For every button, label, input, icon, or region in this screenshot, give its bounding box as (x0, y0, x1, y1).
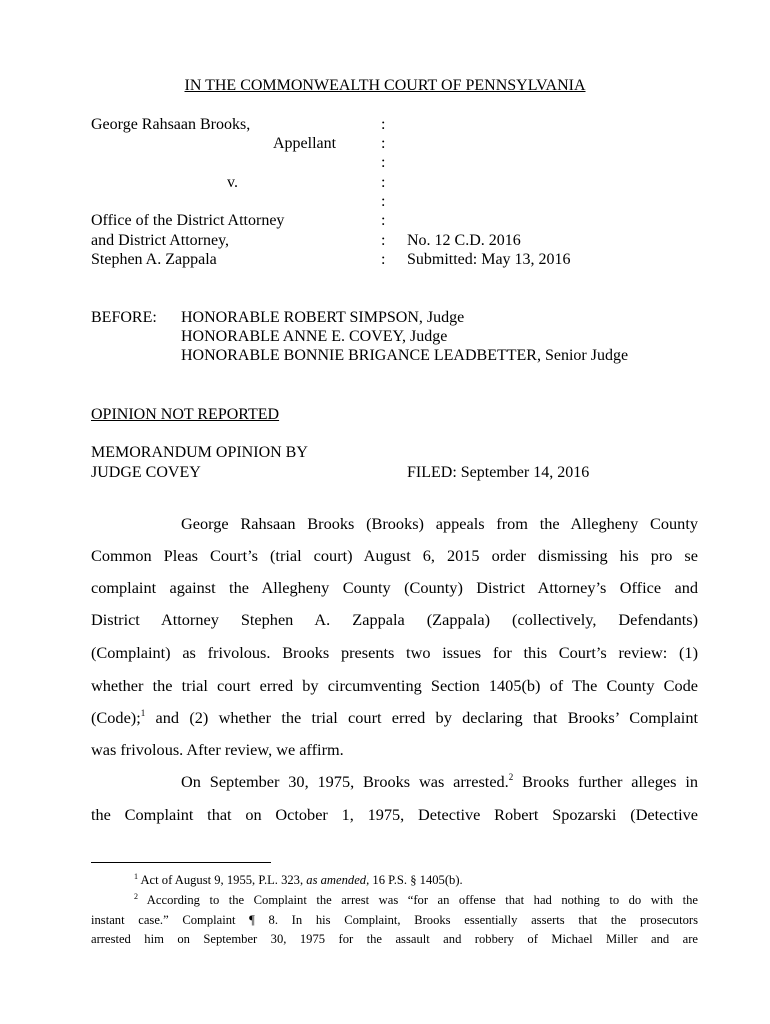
body-text: On September 30, 1975, Brooks was arrested. (181, 772, 509, 791)
appellee-line-2: and District Attorney, (91, 232, 230, 249)
body-line (181, 772, 698, 792)
footnote-number: 2 (134, 892, 138, 901)
body-line: whether the trial court erred by circumventing Section 1405(b) of The County Code (91, 676, 698, 695)
footnote-text: Act of August 9, 1955, P.L. 323, (138, 873, 307, 887)
caption-colon: : (381, 135, 386, 152)
body-line: was frivolous. After review, we affirm. (91, 740, 344, 759)
opinion-by-line-2: JUDGE COVEY (91, 464, 201, 481)
footnote-1 (134, 873, 534, 888)
versus: v. (227, 174, 238, 191)
appellant-role: Appellant (273, 135, 337, 152)
footnote-line: arrested him on September 30, 1975 for the assault and robbery of Michael Miller and are (91, 932, 698, 946)
caption-colon: : (381, 174, 386, 191)
footnote-number: 1 (134, 872, 138, 881)
footnote-ref: 1 (140, 708, 146, 718)
body-line: Common Pleas Court’s (trial court) August 6, 2015 order dismissing his pro se (91, 546, 698, 565)
opinion-by-line-1: MEMORANDUM OPINION BY (91, 444, 308, 461)
filed-date: FILED: September 14, 2016 (407, 464, 590, 481)
caption-colon: : (381, 232, 386, 249)
body-text: (Code); (91, 708, 141, 727)
footnote-ref: 2 (508, 772, 514, 782)
caption-colon: : (381, 154, 386, 171)
judge-name: HONORABLE ANNE E. COVEY, Judge (181, 328, 448, 345)
body-text: and (2) whether the trial court erred by declaring that Brooks’ Complaint (145, 708, 698, 727)
body-text: Brooks further alleges in (513, 772, 698, 791)
docket-number: No. 12 C.D. 2016 (407, 232, 521, 249)
footnote-line: instant case.” Complaint ¶ 8. In his Complaint, Brooks essentially asserts that the prosecutors (91, 913, 698, 927)
judge-name: HONORABLE BONNIE BRIGANCE LEADBETTER, Senior Judge (181, 347, 629, 364)
court-title: IN THE COMMONWEALTH COURT OF PENNSYLVANIA (184, 77, 586, 94)
judge-name: HONORABLE ROBERT SIMPSON, Judge (181, 309, 465, 326)
opinion-status: OPINION NOT REPORTED (91, 406, 280, 423)
body-line: the Complaint that on October 1, 1975, Detective Robert Spozarski (Detective (91, 805, 698, 824)
body-line: (Complaint) as frivolous. Brooks presents two issues for this Court’s review: (1) (91, 643, 698, 662)
before-label: BEFORE: (91, 309, 157, 326)
appellee-line-1: Office of the District Attorney (91, 212, 285, 229)
caption-colon: : (381, 116, 386, 133)
caption-colon: : (381, 193, 386, 210)
body-line (91, 708, 698, 728)
footnote-text: 16 P.S. § 1405(b). (369, 873, 463, 887)
footnote-divider (91, 862, 271, 863)
caption-colon: : (381, 251, 386, 268)
submitted-date: Submitted: May 13, 2016 (407, 251, 571, 268)
footnote-2 (134, 893, 698, 908)
footnote-emphasis: as amended, (306, 873, 370, 887)
appellant-name: George Rahsaan Brooks, (91, 116, 251, 133)
body-line: District Attorney Stephen A. Zappala (Zappala) (collectively, Defendants) (91, 610, 698, 629)
appellee-line-3: Stephen A. Zappala (91, 251, 217, 268)
footnote-text: According to the Complaint the arrest was “for an offense that had nothing to do with the (138, 893, 698, 907)
body-line: complaint against the Allegheny County (County) District Attorney’s Office and (91, 578, 698, 597)
body-line: George Rahsaan Brooks (Brooks) appeals from the Allegheny County (181, 514, 698, 533)
caption-colon: : (381, 212, 386, 229)
